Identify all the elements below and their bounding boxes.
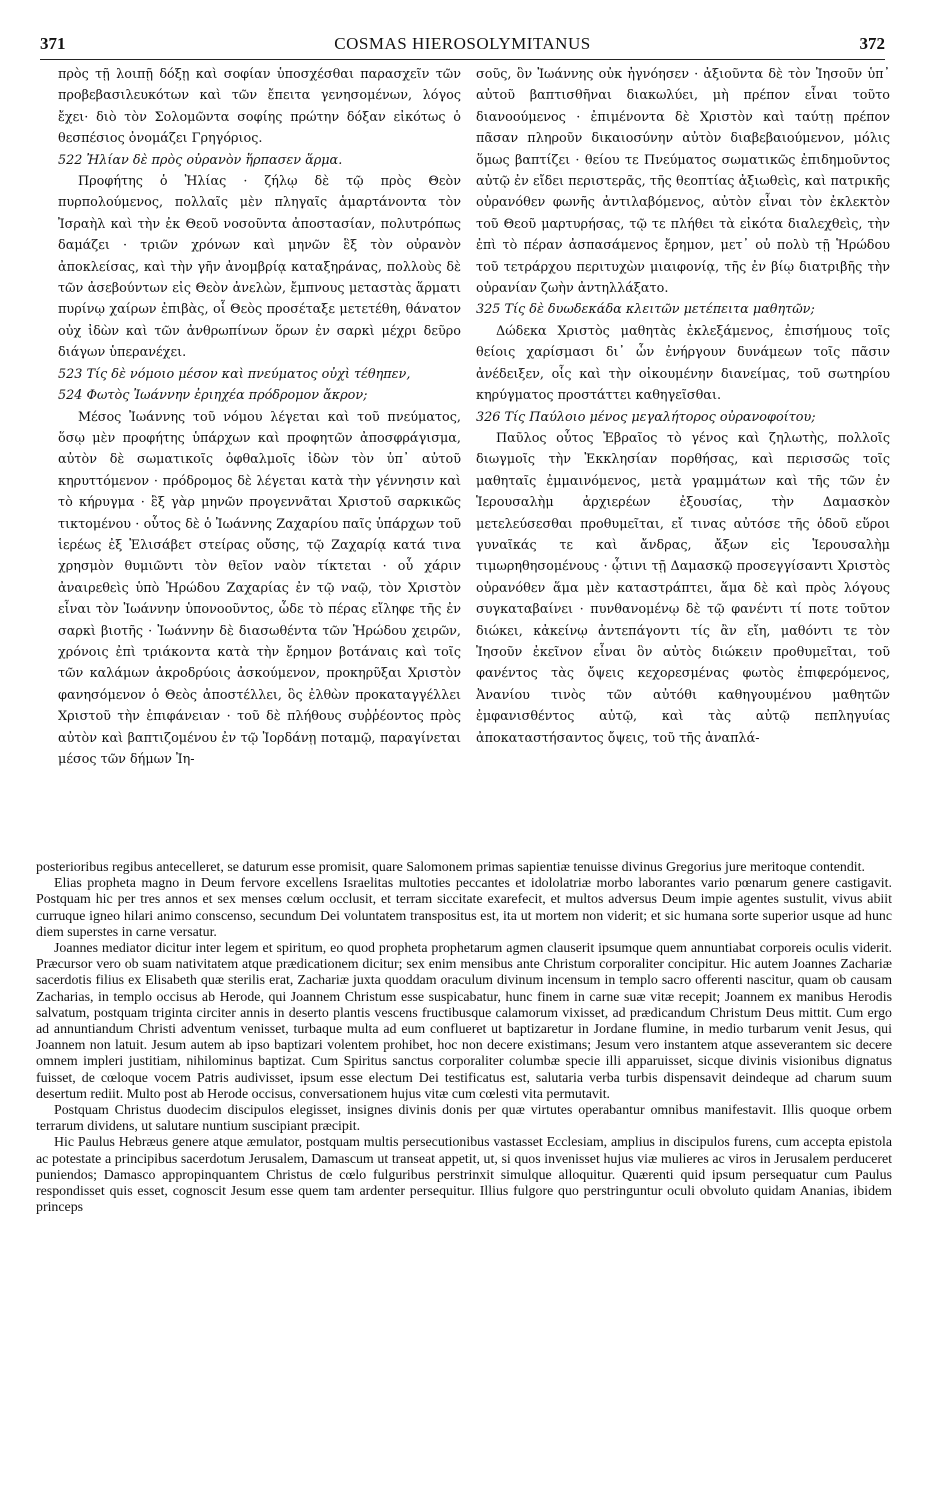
verse-line: 326 Τίς Παύλοιο μένος μεγαλήτορος οὐρανοφοίτου; xyxy=(476,409,816,425)
commentary-paragraph: Παῦλος οὗτος Ἑβραῖος τὸ γένος καὶ ζηλωτὴς, πολλοῖς διωγμοῖς τὴν Ἐκκλησίαν πορθήσας, καὶ περισσῶς τοῖς μαθηταῖς ἐμμαινόμενος, μετὰ γραμμάτων καὶ τῆς τῶν ἐν Ἱερουσαλὴμ ἀρχιερέων ἐξουσίας, τὴν Δαμασκὸν μετελεύσεσθαι προθυμεῖται, εἴ τινας αὐτόσε τῆς ὁδοῦ εὕροι γυναῖκάς τε καὶ ἄνδρας, ἄξων εἰς Ἱερουσαλὴμ τιμωρηθησομένους · ᾧτινι τῇ Δαμασκῷ προσεγγίσαντι Χριστὸς οὐρανόθεν ἅμα μὲν καταστράπτει, ἅμα δὲ καὶ πρὸς λόγους συγκαταβαίνει · πυνθανομένῳ δὲ τῷ φανέντι τί ποτε τοῦτον διώκει, κἀκείνῳ ἀντεπάγοντι τίς ἂν εἴη, μαθόντι τε τὸν Ἰησοῦν ἐκεῖνον εἶναι ὃν αὐτὸς διώκειν προθυμεῖται, τοῦ φανέντος τὰς ὄψεις κεχορεσμένας φωτὸς ἐπιφερόμενος, Ἀνανίου τινὸς τῶν αὐτόθι καθηγουμένου μαθητῶν ἐμφανισθέντος αὐτῷ, καὶ τὰς αὐτῷ πεπληγυίας ἀποκαταστήσαντος ὄψεις, τοῦ τῆς ἀναπλά- xyxy=(476,430,890,746)
commentary-paragraph: σοῦς, ὃν Ἰωάννης οὐκ ἠγνόησεν · ἀξιοῦντα δὲ τὸν Ἰησοῦν ὑπ᾽ αὐτοῦ βαπτισθῆναι διακωλύει, μὴ πρέπον εἶναι τοῦτο διανοούμενος · ἐπιμένοντα δὲ Χριστὸν καὶ ταύτῃ πρέπον πᾶσαν πληροῦν δικαιοσύνην αὐτὸν διαβεβαιούμενον, μόλις ὅμως βαπτίζει · θείου τε Πνεύματος σωματικῶς ἐπιδημοῦντος αὐτῷ ἐν εἴδει περιστερᾶς, τῆς θεοπτίας ἀξιωθεὶς, καὶ πατρικῆς οὐρανόθεν φωνῆς ἀντιλαβόμενος, αὐτὸν εἶναι τὸν ἐκλεκτὸν τοῦ Θεοῦ μαρτυρήσας, τῷ τε πλήθει τὰ εἰκότα διαλεχθεὶς, τὴν ἐπὶ τὸ πέραν ἀσπασάμενος ἔρημον, μετ᾽ οὐ πολὺ τῇ Ἡρώδου τοῦ τετράρχου περιτυχὼν μιαιφονίᾳ, τῆς ἐν βίῳ διατριβῆς τὴν οὐρανίαν ζωὴν ἀντηλλάξατο. xyxy=(476,67,890,297)
latin-paragraph: Joannes mediator dicitur inter legem et spiritum, eo quod propheta prophetarum agmen clauserit ipsumque quem annuntiabat corporeis oculis viderit. Præcursor vero ob suam nativitatem atque prædicationem dicitur; sex enim mensibus ante Christum corporaliter concipitur. Hic autem Joannes Zachariæ sacerdotis filius ex Elisabeth quæ sterilis erat, Zachariæ juxta quoddam oraculum divinum incensum in templo sacro offerenti nascitur, quam ob causam Zacharias, in templo occisus ab Herode, qui Joannem Christum esse suspicabatur, hunc finem in carne suæ vitæ recepit; Joannem ex manibus Herodis salvatum, postquam triginta circiter annis in deserto plantis vescens fructibusque calamorum vixisset, ad prædicandum Christum Deus mittit. Cum ergo ad annuntiandum Christi adventum venisset, turbaque multa ad eum conflueret ut baptizaretur in Jordane flumine, in medio turbarum venit Jesus, qui Joannem non latuit. Jesum autem ab ipso baptizari volentem prohibet, hoc non decere existimans; Jesum vero instantem atque asseverantem sic decere omnem impleri justitiam, nihilominus baptizat. Cum Spiritus sanctus corporaliter columbæ specie illi apparuisset, sicque divinis visionibus dignatus fuisset, de cœloque vocem Patris audivisset, ipsum esse electum Dei testificatus est, salutaria verba turbis dispensavit deindeque ad charum suum desertum rediit. Multo post ab Herode occisus, conversationem hujus vitæ cum cœlesti vita permutavit. xyxy=(36,941,892,1102)
latin-paragraph: Postquam Christus duodecim discipulos elegisset, insignes divinis donis per quæ virtutes operabantur omnibus manifestavit. Illis quoque orbem terrarum dividens, ut salutare nuntium suscipiant præcipit. xyxy=(36,1103,892,1135)
header-rule xyxy=(40,59,885,60)
latin-paragraph: Elias propheta magno in Deum fervore excellens Israelitas multoties peccantes et idololatriæ morbo laborantes vario pœnarum genere castigavit. Postquam hic per tres annos et sex menses cœlum occlusit, et terram siccitate exarefecit, et multos adversus Deum impie agentes sustulit, vivus abiit curruque igneo hilari animo conscenso, secundum Dei voluntatem transpositus est, ita ut mortem non viderit; et sic humana sorte superior usque ad hunc diem superstes in carne versatur. xyxy=(36,876,892,940)
commentary-paragraph: Προφήτης ὁ Ἠλίας · ζήλῳ δὲ τῷ πρὸς Θεὸν πυρπολούμενος, πολλαῖς μὲν πληγαῖς ἁμαρτάνοντα τὸν Ἰσραὴλ καὶ τὴν ἐκ Θεοῦ νοσοῦντα ἀποστασίαν, πολυτρόπως δαμάζει · τριῶν χρόνων καὶ μηνῶν ἓξ τὸν οὐρανὸν ἀποκλείσας, καὶ τὴν γῆν ἀνομβρίᾳ καταξηράνας, πολλοὺς δὲ τῶν ἀσεβούντων εἰς Θεὸν ἀνελὼν, ἔμπνους μεταστὰς ἅρματι πυρίνῳ χαίρων ἐπιβὰς, οἷ Θεὸς προσέταξε μετετέθη, θάνατον οὐχ ἰδὼν καὶ τῶν ἀνθρωπίνων ὅρων ἐν σαρκὶ μέχρι δεῦρο διάγων ὑπερανέχει. xyxy=(58,174,461,361)
verse-line: 325 Τίς δὲ δυωδεκάδα κλειτῶν μετέπειτα μαθητῶν; xyxy=(476,302,815,318)
latin-paragraph: Hic Paulus Hebræus genere atque æmulator, postquam multis persecutionibus vastasset Ecclesiam, amplius in discipulos furens, cum accepta epistola ac potestate a principibus sacerdotum Jerusalem, Damascum ut transeat appetit, ut, si quos invenisset hujus viæ mulieres ac viros in Jerusalem perduceret puniendos; Damasco appropinquantem Christus de cœlo fulguribus perstrinxit simulque alloquitur. Quærenti quid ipsum persequatur cum Paulus respondisset quis esset, cognoscit Jesum esse quem tam ardenter persequitur. Illius fulgore quo perstringuntur oculi obvoluto quidam Ananias, ibidem princeps xyxy=(36,1135,892,1216)
greek-column-right xyxy=(476,64,890,749)
running-title: COSMAS HIEROSOLYMITANUS xyxy=(334,34,591,53)
latin-paragraph: posterioribus regibus antecelleret, se daturum esse promisit, quare Salomonem primas sapientiæ tenuisse divinus Gregorius jure meritoque contendit. xyxy=(36,860,866,875)
verse-line: 524 Φωτὸς Ἰωάννην ἐριηχέα πρόδρομον ἄκρον; xyxy=(58,388,368,404)
right-page-number: 372 xyxy=(859,34,885,53)
commentary-paragraph: πρὸς τῇ λοιπῇ δόξῃ καὶ σοφίαν ὑποσχέσθαι παρασχεῖν τῶν προβεβασιλευκότων καὶ τῶν ἔπειτα γενησομένων, λόγος ἔχει· διὸ τὸν Σολομῶντα σοφίης πρώτην δόξαν εἰκότως ὁ θεσπέσιος ὀνομάζει Γρηγόριος. xyxy=(58,67,461,147)
running-header xyxy=(40,34,885,56)
left-page-number: 371 xyxy=(40,34,66,53)
verse-line: 522 Ἠλίαν δὲ πρὸς οὐρανὸν ἥρπασεν ἅρμα. xyxy=(58,152,343,168)
commentary-paragraph: Μέσος Ἰωάννης τοῦ νόμου λέγεται καὶ τοῦ πνεύματος, ὅσῳ μὲν προφήτης ὑπάρχων καὶ προφητῶν ἀποσφράγισμα, αὐτὸν δὲ σωματικοῖς ὀφθαλμοῖς ἰδὼν τὸν ὑπ᾽ αὐτοῦ κηρυττόμενον · πρόδρομος δὲ λέγεται κατὰ τὴν γέννησιν καὶ τὸ κήρυγμα · ἓξ γὰρ μηνῶν προγεννᾶται Χριστοῦ σαρκικῶς τικτομένου · οὗτος δὲ ὁ Ἰωάννης Ζαχαρίου παῖς ὑπάρχων τοῦ ἱερέως ἐξ Ἐλισάβετ στείρας οὔσης, τῷ Ζαχαρίᾳ κατά τινα χρησμὸν θυμιῶντι τὸν θεῖον ναὸν τίκτεται · οὗ χάριν ἀναιρεθεὶς ὑπὸ Ἡρώδου Ζαχαρίας ἐν τῷ ναῷ, τὸν Χριστὸν εἶναι τὸν Ἰωάννην ὑπονοοῦντος, ὧδε τὸ πέρας εἴληφε τῆς ἐν σαρκὶ βιοτῆς · Ἰωάννην δὲ διασωθέντα τῶν Ἡρώδου χειρῶν, χρόνοις ἐπὶ τριάκοντα κατὰ τὴν ἔρημον βοτάναις καὶ τοῖς τῶν καλάμων ἀκροδρύοις ἀσκούμενον, προκηρῦξαι Χριστὸν φανησόμενον ὁ Θεὸς ἀποστέλλει, ὃς ἐλθὼν προκαταγγέλλει Χριστοῦ τὴν ἐπιφάνειαν · τοῦ δὲ πλήθους συῤῥέοντος πρὸς αὐτὸν καὶ βαπτιζομένου ἐν τῷ Ἰορδάνῃ ποταμῷ, παραγίνεται μέσος τῶν δήμων Ἰη- xyxy=(58,409,461,767)
verse-line: 523 Τίς δὲ νόμοιο μέσον καὶ πνεύματος οὐχὶ τέθηπεν, xyxy=(58,366,411,382)
commentary-paragraph: Δώδεκα Χριστὸς μαθητὰς ἐκλεξάμενος, ἐπισήμους τοῖς θείοις χαρίσμασι δι᾽ ὧν ἐνήργουν δυνάμεων τοῖς πᾶσιν ἀνέδειξεν, οἷς καὶ τὴν οἰκουμένην διανείμας, τοῦ σωτηρίου κηρύγματος προστάττει καθηγεῖσθαι. xyxy=(476,323,890,404)
greek-column-left xyxy=(58,64,461,770)
latin-translation xyxy=(36,860,892,1216)
